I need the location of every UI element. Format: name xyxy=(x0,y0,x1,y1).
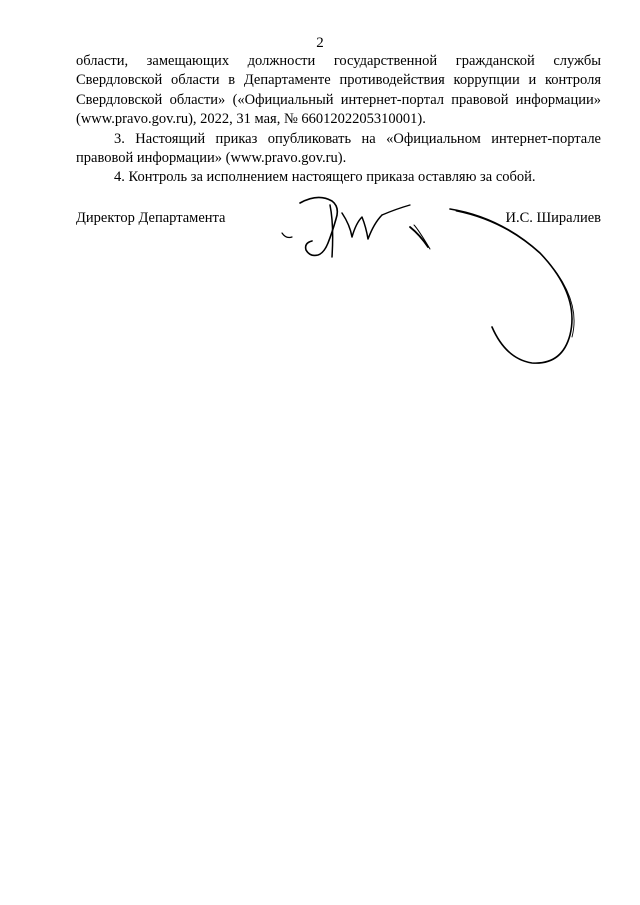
signatory-title: Директор Департамента xyxy=(76,210,226,226)
paragraph-item-4: 4. Контроль за исполнением настоящего приказа оставляю за собой. xyxy=(114,169,536,186)
paragraph-item-3: 3. Настоящий приказ опубликовать на «Официальном интернет-портале правовой информации» (www.pravo.gov.ru). xyxy=(76,130,601,167)
paragraph-continuation: области, замещающих должности государственной гражданской службы Свердловской области в Департаменте противодействия коррупции и контроля Свердловской области» («Официальный интернет-портал правовой информации» (www.pravo.gov.ru), 2022, 31 мая, № 6601202205310001). xyxy=(76,53,601,128)
handwritten-signature xyxy=(270,195,590,370)
signatory-name: И.С. Ширалиев xyxy=(505,210,601,226)
document-body xyxy=(76,52,601,188)
page-number: 2 xyxy=(316,35,324,51)
